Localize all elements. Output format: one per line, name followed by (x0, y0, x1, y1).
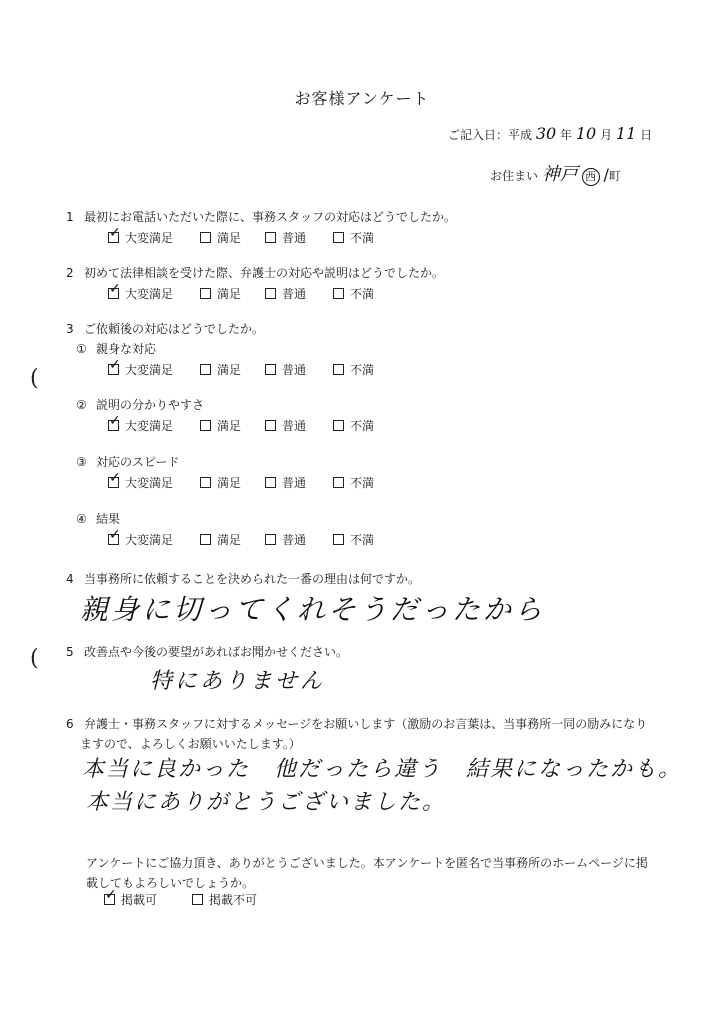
sub-question-number: ③ (76, 455, 87, 469)
question-number: 2 (66, 266, 74, 280)
option-neutral[interactable]: 普通 (265, 417, 306, 434)
sub-question-number: ② (76, 398, 87, 412)
date-field (448, 124, 652, 143)
sub-question-number: ① (76, 342, 87, 356)
sub-question-number: ④ (76, 512, 87, 526)
checkbox-checked-icon[interactable] (108, 477, 119, 488)
q5-answer: 特にありません (150, 669, 326, 694)
checkbox-icon[interactable] (333, 477, 344, 488)
option-very-satisfied[interactable]: ✓大変満足 (108, 361, 173, 378)
checkbox-icon[interactable] (192, 894, 203, 905)
option-satisfied[interactable]: 満足 (200, 361, 241, 378)
checkbox-checked-icon[interactable] (108, 288, 119, 299)
sub-question-text: 結果 (96, 512, 121, 526)
margin-mark: ( (30, 366, 39, 391)
question-4 (66, 570, 420, 587)
option-satisfied[interactable]: 満足 (200, 229, 241, 246)
date-year: 30 (535, 124, 557, 143)
option-dissatisfied[interactable]: 不満 (333, 229, 374, 246)
page-title: お客様アンケート (294, 89, 430, 108)
sub-question-2 (76, 396, 204, 413)
question-number: 6 (66, 717, 74, 731)
date-day: 11 (615, 124, 637, 143)
checkbox-icon[interactable] (200, 420, 211, 431)
sub-question-text: 親身な対応 (96, 342, 157, 356)
option-very-satisfied[interactable]: ✓大変満足 (108, 229, 173, 246)
date-label: ご記入日：平成 (448, 128, 533, 142)
option-very-satisfied[interactable]: ✓大変満足 (108, 474, 173, 491)
checkbox-icon[interactable] (333, 288, 344, 299)
question-text: 改善点や今後の要望があればお聞かせください。 (84, 645, 349, 659)
sub-question-text: 対応のスピード (96, 455, 180, 469)
consent-text (86, 853, 706, 893)
date-month: 10 (575, 124, 597, 143)
sub-question-1 (76, 340, 156, 357)
question-text: 初めて法律相談を受けた際、弁護士の対応や説明はどうでしたか。 (84, 266, 445, 280)
checkbox-icon[interactable] (200, 288, 211, 299)
checkbox-checked-icon[interactable] (108, 364, 119, 375)
margin-mark: ( (30, 646, 39, 671)
checkbox-checked-icon[interactable] (108, 232, 119, 243)
question-text: 最初にお電話いただいた際に、事務スタッフの対応はどうでしたか。 (84, 210, 457, 224)
option-neutral[interactable]: 普通 (265, 361, 306, 378)
checkbox-icon[interactable] (200, 232, 211, 243)
question-number: 4 (66, 572, 74, 586)
q4-answer: 親身に切ってくれそうだったから (80, 593, 546, 626)
checkbox-icon[interactable] (200, 364, 211, 375)
checkbox-icon[interactable] (265, 232, 276, 243)
checkbox-checked-icon[interactable] (108, 420, 119, 431)
option-satisfied[interactable]: 満足 (200, 417, 241, 434)
question-number: 3 (66, 322, 74, 336)
sub-question-4 (76, 510, 120, 527)
question-text: 当事務所に依頼することを決められた一番の理由は何ですか。 (84, 572, 421, 586)
option-satisfied[interactable]: 満足 (200, 531, 241, 548)
address-label: お住まい (490, 169, 539, 183)
question-text-line-1: 弁護士・事務スタッフに対するメッセージをお願いします（激励のお言葉は、当事務所一同の励みになり (84, 717, 648, 731)
q6-answer-line-2: 本当にありがとうございました。 (86, 790, 447, 815)
question-1 (66, 208, 456, 225)
date-day-suffix: 日 (640, 128, 653, 142)
option-dissatisfied[interactable]: 不満 (333, 531, 374, 548)
checkbox-icon[interactable] (333, 420, 344, 431)
option-neutral[interactable]: 普通 (265, 285, 306, 302)
option-neutral[interactable]: 普通 (265, 474, 306, 491)
option-very-satisfied[interactable]: ✓大変満足 (108, 285, 173, 302)
checkbox-checked-icon[interactable] (108, 534, 119, 545)
option-dissatisfied[interactable]: 不満 (333, 417, 374, 434)
consent-line-2: 載してもよろしいでしょうか。 (86, 876, 255, 890)
question-number: 5 (66, 645, 74, 659)
address-ward: 西 (582, 168, 600, 186)
checkbox-checked-icon[interactable] (104, 894, 115, 905)
question-6 (66, 714, 706, 754)
address-suffix: 町 (608, 169, 621, 183)
checkbox-icon[interactable] (200, 534, 211, 545)
checkbox-icon[interactable] (333, 534, 344, 545)
checkbox-icon[interactable] (200, 477, 211, 488)
option-deny[interactable]: 掲載不可 (192, 891, 257, 908)
q6-answer-line-1: 本当に良かった 他だったら違う 結果になったかも。 (82, 757, 683, 782)
address-city: 神戸 (541, 164, 578, 185)
option-very-satisfied[interactable]: ✓大変満足 (108, 531, 173, 548)
option-allow[interactable]: ✓掲載可 (104, 891, 157, 908)
checkbox-icon[interactable] (265, 534, 276, 545)
question-5 (66, 643, 348, 660)
date-year-suffix: 年 (560, 128, 573, 142)
question-number: 1 (66, 210, 74, 224)
option-neutral[interactable]: 普通 (265, 229, 306, 246)
checkbox-icon[interactable] (333, 364, 344, 375)
question-2 (66, 264, 444, 281)
option-very-satisfied[interactable]: ✓大変満足 (108, 417, 173, 434)
option-neutral[interactable]: 普通 (265, 531, 306, 548)
checkbox-icon[interactable] (265, 420, 276, 431)
sub-question-text: 説明の分かりやすさ (96, 398, 205, 412)
sub-question-3 (76, 453, 180, 470)
question-text: ご依頼後の対応はどうでしたか。 (84, 322, 265, 336)
checkbox-icon[interactable] (265, 364, 276, 375)
option-satisfied[interactable]: 満足 (200, 285, 241, 302)
checkbox-icon[interactable] (265, 477, 276, 488)
address-field: お住まい 神戸 西 /町 (490, 164, 621, 185)
option-dissatisfied[interactable]: 不満 (333, 285, 374, 302)
option-dissatisfied[interactable]: 不満 (333, 361, 374, 378)
date-month-suffix: 月 (600, 128, 613, 142)
checkbox-icon[interactable] (333, 232, 344, 243)
checkbox-icon[interactable] (265, 288, 276, 299)
question-text-line-2: ますので、よろしくお願いいたします。） (80, 737, 301, 751)
option-satisfied[interactable]: 満足 (200, 474, 241, 491)
option-dissatisfied[interactable]: 不満 (333, 474, 374, 491)
consent-line-1: アンケートにご協力頂き、ありがとうございました。本アンケートを匿名で当事務所のホームページに掲 (86, 856, 648, 870)
question-3 (66, 320, 264, 337)
